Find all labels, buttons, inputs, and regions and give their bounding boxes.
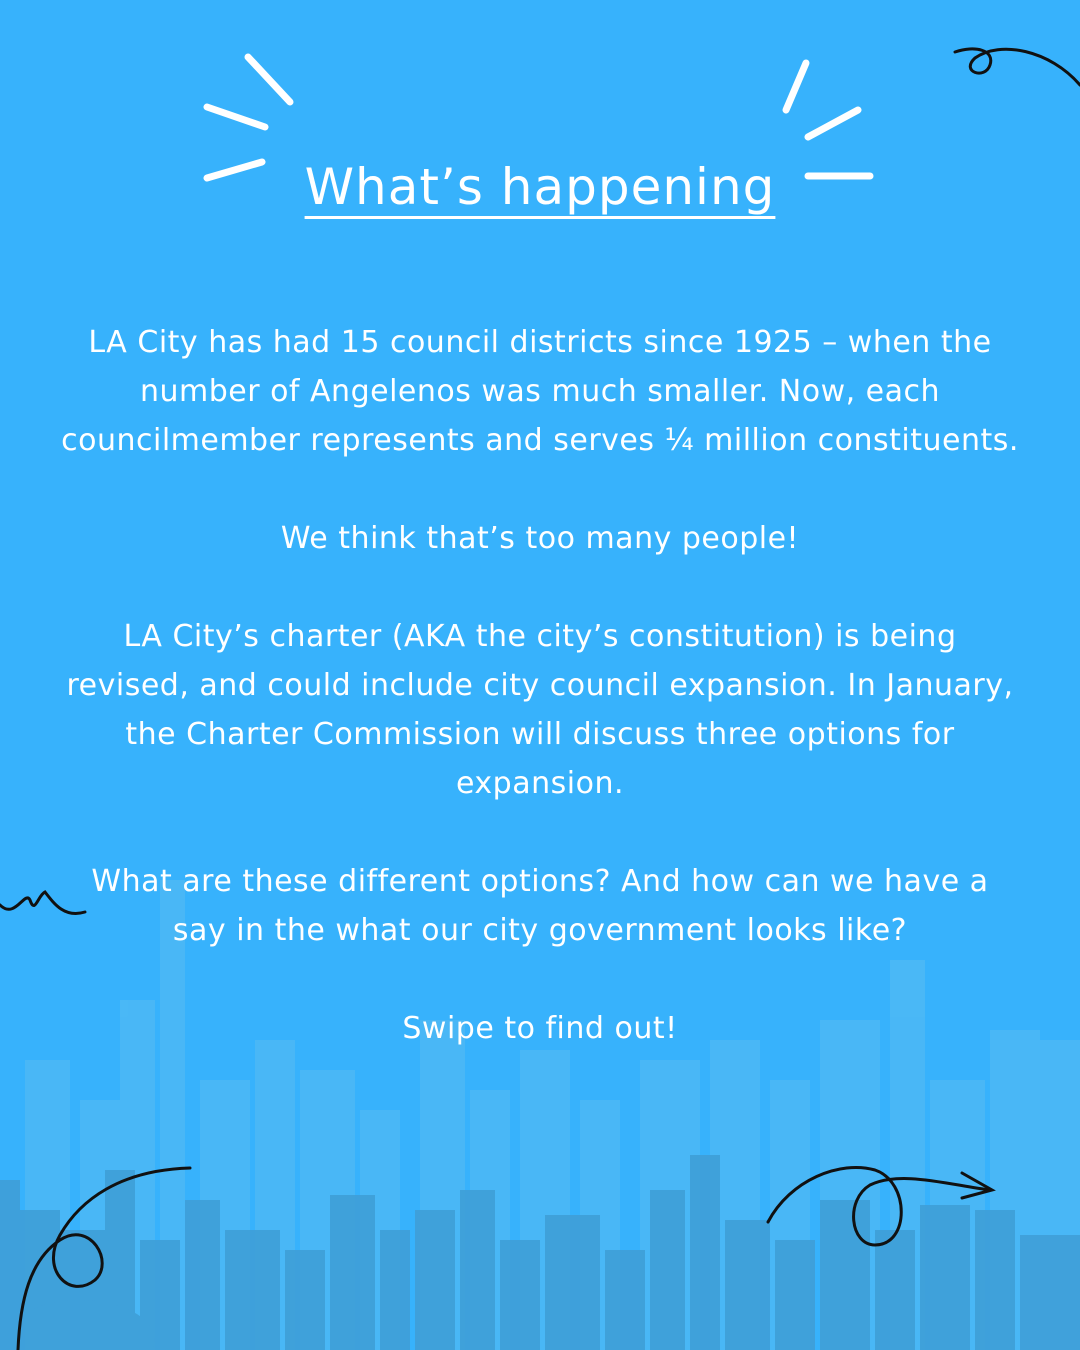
page-title-text: What’s happening	[304, 158, 776, 216]
paragraph-charter-revision: LA City’s charter (AKA the city’s constitution) is being revised, and could include city council expansion. In January, the Charter Commission will discuss three options for expansion.	[66, 619, 1014, 801]
page-title	[0, 158, 1080, 216]
paragraph-opinion: We think that’s too many people!	[280, 521, 800, 556]
body-text	[60, 318, 1020, 1053]
paragraph-council-history: LA City has had 15 council districts since 1925 – when the number of Angelenos was much smaller. Now, each councilmember represents and serves ¼ million constituents.	[61, 325, 1019, 458]
paragraph-questions: What are these different options? And how can we have a say in the what our city government looks like?	[91, 864, 989, 948]
paragraph-swipe-cta: Swipe to find out!	[402, 1011, 678, 1046]
